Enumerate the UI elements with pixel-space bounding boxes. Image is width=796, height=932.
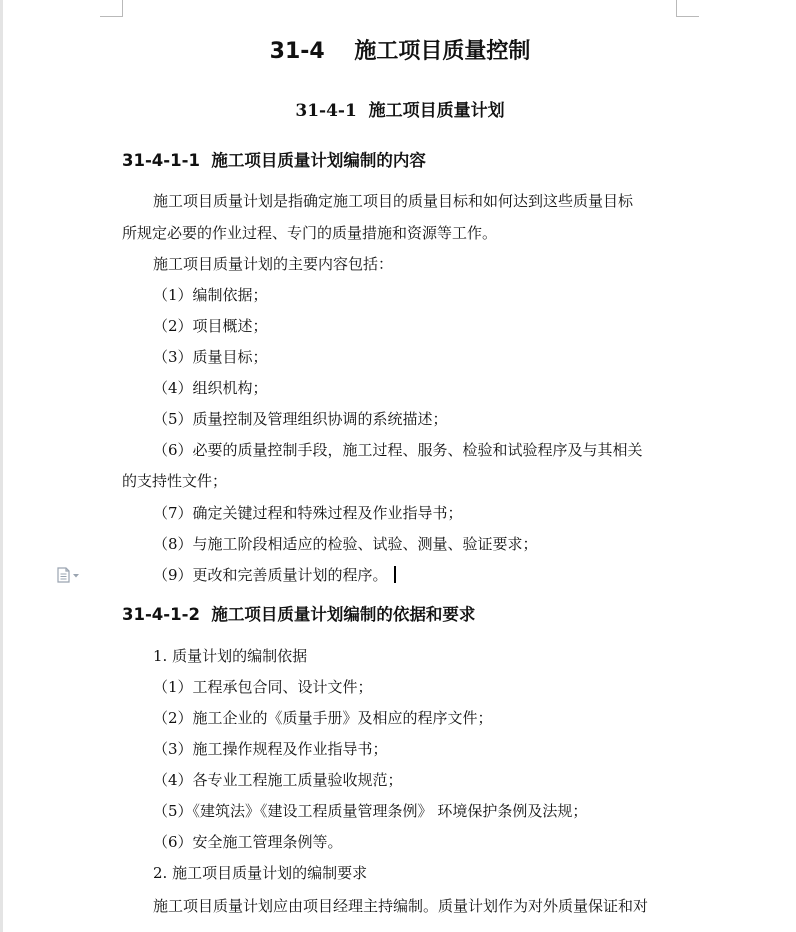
margin-corner-mark-left [100,0,123,17]
paragraph-line: 施工项目质量计划是指确定施工项目的质量目标和如何达到这些质量目标 [153,192,634,210]
numbered-title: 1. 质量计划的编制依据 [153,647,308,665]
subsection-heading-2: 31-4-1-2 施工项目质量计划编制的依据和要求 [122,605,476,624]
list-item-text: （9）更改和完善质量计划的程序。 [153,566,388,584]
paragraph-line: 施工项目质量计划应由项目经理主持编制。质量计划作为对外质量保证和对 [153,897,649,915]
list-item: （5）质量控制及管理组织协调的系统描述； [153,410,448,428]
paragraph-line: 施工项目质量计划的主要内容包括： [153,255,394,273]
list-item: （4）各专业工程施工质量验收规范； [153,771,403,789]
list-item: （3）质量目标； [153,348,268,366]
list-item: （5）《建筑法》《建设工程质量管理条例》 环境保护条例及法规； [153,802,588,820]
list-item: （7）确定关键过程和特殊过程及作业指导书； [153,504,463,522]
list-item: （1）编制依据； [153,286,268,304]
list-item: （6）必要的质量控制手段，施工过程、服务、检验和试验程序及与其相关 [153,441,643,459]
document-options-icon[interactable] [56,567,82,583]
subsection-heading-1: 31-4-1-1 施工项目质量计划编制的内容 [122,151,426,170]
list-item: （1）工程承包合同、设计文件； [153,678,373,696]
list-item: （8）与施工阶段相适应的检验、试验、测量、验证要求； [153,535,538,553]
list-item: （3）施工操作规程及作业指导书； [153,740,388,758]
paragraph-line: 所规定必要的作业过程、专门的质量措施和资源等工作。 [122,224,498,242]
list-item: （2）施工企业的《质量手册》及相应的程序文件； [153,709,493,727]
numbered-title: 2. 施工项目质量计划的编制要求 [153,864,368,882]
document-options-icon-graphic [56,567,82,583]
margin-corner-mark-right [676,0,699,17]
section-title: 31-4-1 施工项目质量计划 [295,101,505,121]
list-item: （2）项目概述； [153,317,268,335]
text-cursor [394,566,396,583]
list-item-continuation: 的支持性文件； [122,472,228,490]
list-item: （4）组织机构； [153,379,268,397]
list-item-with-cursor[interactable] [153,564,396,586]
chapter-title: 31-4 施工项目质量控制 [269,39,531,64]
list-item: （6）安全施工管理条例等。 [153,833,343,851]
page-edge [0,0,3,932]
